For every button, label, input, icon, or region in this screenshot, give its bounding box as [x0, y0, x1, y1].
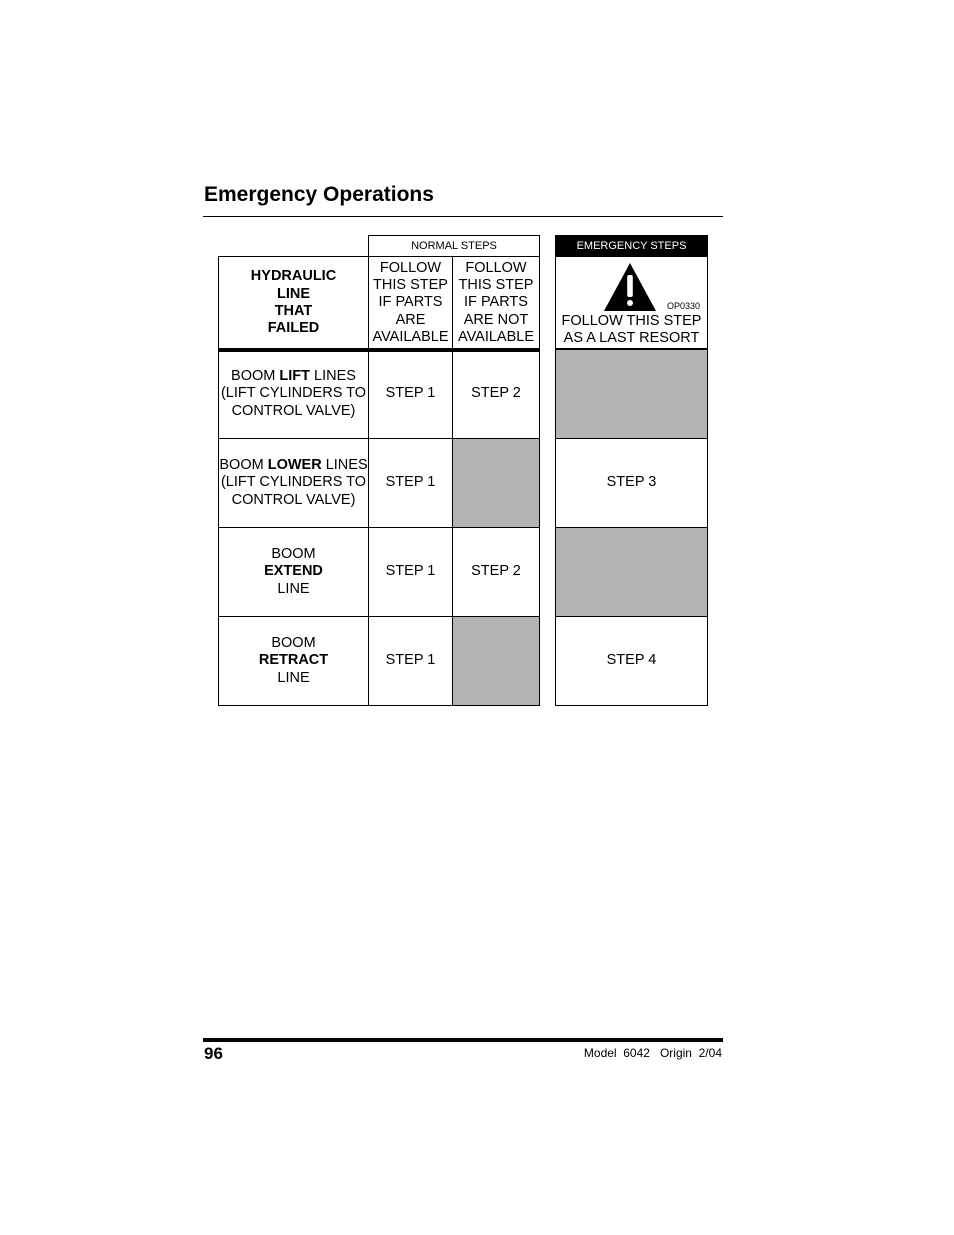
- row-line-text: LINE: [277, 669, 310, 686]
- header-line-failed: [218, 256, 369, 350]
- row-line-text: BOOM: [231, 368, 280, 385]
- row-line-text: (LIFT CYLINDERS TO: [220, 474, 367, 491]
- row-line-failed: [218, 349, 369, 439]
- step-label: STEP 2: [471, 563, 521, 580]
- title-rule: [203, 216, 723, 217]
- row-line-bold: LOWER: [267, 457, 322, 474]
- header-parts-available-text: FOLLOW: [379, 259, 442, 276]
- row-line-text: LINES: [310, 368, 356, 385]
- emergency-steps-label: EMERGENCY STEPS: [576, 239, 687, 252]
- header-line-failed-text: FAILED: [267, 320, 320, 337]
- footer-model-info: Model 6042 Origin 2/04: [583, 1046, 722, 1060]
- header-parts-not-available: [452, 256, 540, 350]
- header-line-failed-text: THAT: [274, 303, 313, 319]
- row-parts-not-available: [452, 527, 540, 617]
- row-line-text: CONTROL VALVE): [231, 491, 356, 508]
- step-label: STEP 1: [385, 652, 436, 669]
- header-parts-not-available-text: FOLLOW: [465, 259, 527, 276]
- row-line-bold: LIFT: [279, 368, 310, 385]
- footer-rule: [203, 1038, 723, 1042]
- header-parts-available-text: IF PARTS: [378, 294, 443, 311]
- header-line-failed-text: LINE: [276, 285, 310, 302]
- header-parts-not-available-text: ARE NOT: [463, 311, 529, 328]
- row-line-text: LINE: [277, 580, 310, 597]
- last-resort-line: FOLLOW THIS STEP: [561, 313, 702, 329]
- page-title: Emergency Operations: [204, 183, 434, 206]
- row-parts-available: [368, 438, 453, 528]
- step-label: STEP 1: [385, 385, 436, 402]
- header-parts-available-text: ARE: [395, 311, 426, 328]
- row-last-resort: [555, 438, 708, 528]
- row-parts-not-available-shaded: [452, 438, 540, 528]
- header-parts-not-available-text: THIS STEP: [458, 277, 534, 294]
- header-parts-available-text: AVAILABLE: [372, 328, 449, 345]
- row-line-text: BOOM: [219, 457, 268, 474]
- row-parts-available: [368, 349, 453, 439]
- step-label: STEP 4: [606, 652, 657, 669]
- row-last-resort: [555, 616, 708, 706]
- row-parts-not-available: [452, 349, 540, 439]
- header-parts-not-available-text: AVAILABLE: [457, 328, 535, 345]
- row-last-resort-shaded: [555, 349, 708, 439]
- header-parts-available-text: THIS STEP: [373, 277, 448, 294]
- warning-triangle-icon: [603, 262, 657, 312]
- row-line-failed: [218, 527, 369, 617]
- row-line-failed: [218, 438, 369, 528]
- normal-steps-label: NORMAL STEPS: [411, 239, 497, 252]
- row-line-text: BOOM: [271, 635, 316, 652]
- header-parts-available: [368, 256, 453, 350]
- row-line-text: LINES: [321, 457, 368, 474]
- row-line-bold: EXTEND: [264, 563, 323, 580]
- row-line-text: BOOM: [271, 546, 316, 563]
- row-parts-available: [368, 527, 453, 617]
- step-label: STEP 1: [385, 563, 436, 580]
- row-parts-not-available-shaded: [452, 616, 540, 706]
- emergency-steps-header: [555, 235, 708, 257]
- last-resort-line: AS A LAST RESORT: [563, 330, 700, 347]
- header-parts-not-available-text: IF PARTS: [464, 294, 528, 311]
- row-line-text: (LIFT CYLINDERS TO: [220, 385, 367, 402]
- row-parts-available: [368, 616, 453, 706]
- warning-code: OP0330: [667, 301, 701, 311]
- step-label: STEP 3: [606, 474, 657, 491]
- header-last-resort-text: [556, 313, 707, 348]
- step-label: STEP 1: [385, 474, 436, 491]
- row-line-failed: [218, 616, 369, 706]
- normal-steps-header: [368, 235, 540, 257]
- row-line-text: CONTROL VALVE): [231, 402, 356, 419]
- step-label: STEP 2: [471, 385, 521, 402]
- row-line-bold: RETRACT: [258, 652, 329, 669]
- page-number: 96: [204, 1044, 223, 1063]
- row-last-resort-shaded: [555, 527, 708, 617]
- header-line-failed-text: HYDRAULIC: [250, 268, 337, 285]
